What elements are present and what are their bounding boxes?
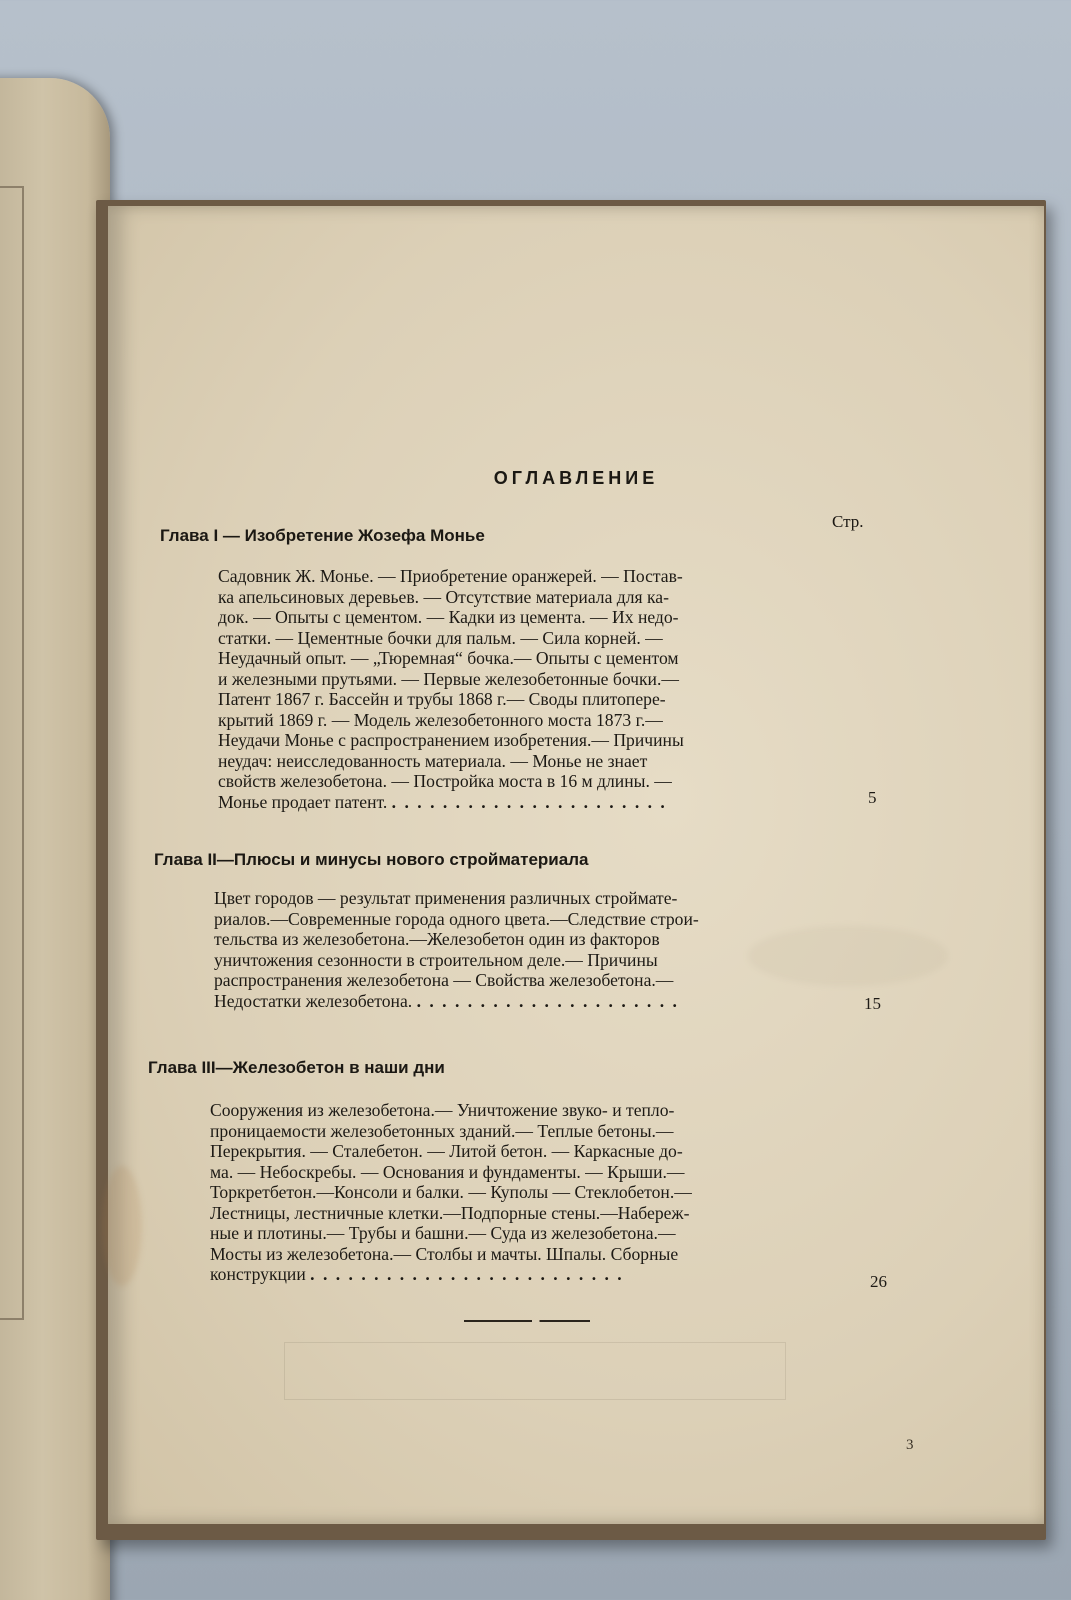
summary-line: Перекрытия. — Сталебетон. — Литой бетон. — Каркасные до- bbox=[210, 1141, 683, 1161]
show-through-frame bbox=[284, 1342, 786, 1400]
previous-page-frame bbox=[0, 186, 24, 1320]
summary-line-text: конструкции bbox=[210, 1264, 306, 1284]
summary-line: тельства из железобетона.—Железобетон один из факторов bbox=[214, 929, 660, 949]
chapter-heading: Глава I — Изобретение Жозефа Монье bbox=[160, 526, 485, 545]
chapter-summary bbox=[218, 566, 838, 812]
leader-dots: . . . . . . . . . . . . . . . . . . . . . bbox=[416, 990, 679, 1011]
summary-line: крытий 1869 г. — Модель железобетонного моста 1873 г.— bbox=[218, 709, 663, 730]
summary-line: Мосты из железобетона.— Столбы и мачты. Шпалы. Сборные bbox=[210, 1243, 679, 1264]
summary-line: и железными прутьями. — Первые железобетонные бочки.— bbox=[218, 668, 679, 689]
summary-line: док. — Опыты с цементом. — Кадки из цемента. — Их недо- bbox=[218, 607, 679, 627]
summary-line: ные и плотины.— Трубы и башни.— Суда из железобетона.— bbox=[210, 1223, 676, 1243]
summary-line: риалов.—Современные города одного цвета.—Следствие строи- bbox=[214, 908, 699, 929]
toc-title: ОГЛАВЛЕНИЕ bbox=[493, 468, 659, 488]
chapter-heading: Глава III—Железобетон в наши дни bbox=[148, 1058, 445, 1077]
summary-line-last bbox=[210, 1264, 850, 1285]
summary-line: Садовник Ж. Монье. — Приобретение оранжерей. — Постав- bbox=[218, 566, 683, 586]
summary-line: Торкретбетон.—Консоли и балки. — Куполы — Стеклобетон.— bbox=[210, 1182, 692, 1202]
summary-line-text: Монье продает патент. bbox=[218, 791, 388, 812]
page-number: 15 bbox=[864, 994, 881, 1013]
summary-line: статки. — Цементные бочки для пальм. — Сила корней. — bbox=[218, 627, 663, 648]
summary-line: проницаемости железобетонных зданий.— Теплые бетоны.— bbox=[210, 1120, 674, 1141]
chapter-heading: Глава II—Плюсы и минусы нового стройматериала bbox=[154, 850, 589, 869]
summary-line-last bbox=[214, 991, 844, 1012]
summary-line: Лестницы, лестничные клетки.—Подпорные стены.—Набереж- bbox=[210, 1202, 690, 1223]
chapter-summary bbox=[210, 1100, 850, 1285]
summary-line: ка апельсиновых деревьев. — Отсутствие материала для ка- bbox=[218, 586, 669, 607]
leader-dots: . . . . . . . . . . . . . . . . . . . . . . . . . bbox=[310, 1264, 624, 1284]
summary-line: распространения железобетона — Свойства железобетона.— bbox=[214, 970, 674, 990]
previous-page-edge bbox=[0, 78, 110, 1600]
page-column-label: Стр. bbox=[832, 512, 864, 531]
summary-line-text: Недостатки железобетона. bbox=[214, 990, 413, 1011]
summary-line: неудач: неисследованность материала. — Монье не знает bbox=[218, 750, 648, 771]
summary-line: уничтожения сезонности в строительном деле.— Причины bbox=[214, 949, 658, 970]
summary-line: свойств железобетона. — Постройка моста в 16 м длины. — bbox=[218, 771, 672, 791]
page-number: 26 bbox=[870, 1272, 887, 1291]
summary-line-last bbox=[218, 792, 838, 813]
summary-line: ма. — Небоскребы. — Основания и фундаменты. — Крыши.— bbox=[210, 1161, 685, 1182]
page-number: 5 bbox=[868, 788, 877, 807]
summary-line: Цвет городов — результат применения различных стройматe- bbox=[214, 888, 678, 908]
folio-number: 3 bbox=[906, 1437, 914, 1453]
leader-dots: . . . . . . . . . . . . . . . . . . . . . . bbox=[391, 791, 667, 812]
chapter-summary bbox=[214, 888, 844, 1011]
summary-line: Патент 1867 г. Бассейн и трубы 1868 г.— Своды плитопере- bbox=[218, 689, 666, 709]
page-stain bbox=[102, 1166, 142, 1286]
end-divider bbox=[464, 1320, 590, 1322]
summary-line: Сооружения из железобетона.— Уничтожение звуко- и тепло- bbox=[210, 1100, 675, 1120]
book-page bbox=[108, 206, 1044, 1524]
summary-line: Неудачный опыт. — „Тюремная“ бочка.— Опыты с цементом bbox=[218, 648, 679, 668]
summary-line: Неудачи Монье с распространением изобретения.— Причины bbox=[218, 730, 684, 750]
